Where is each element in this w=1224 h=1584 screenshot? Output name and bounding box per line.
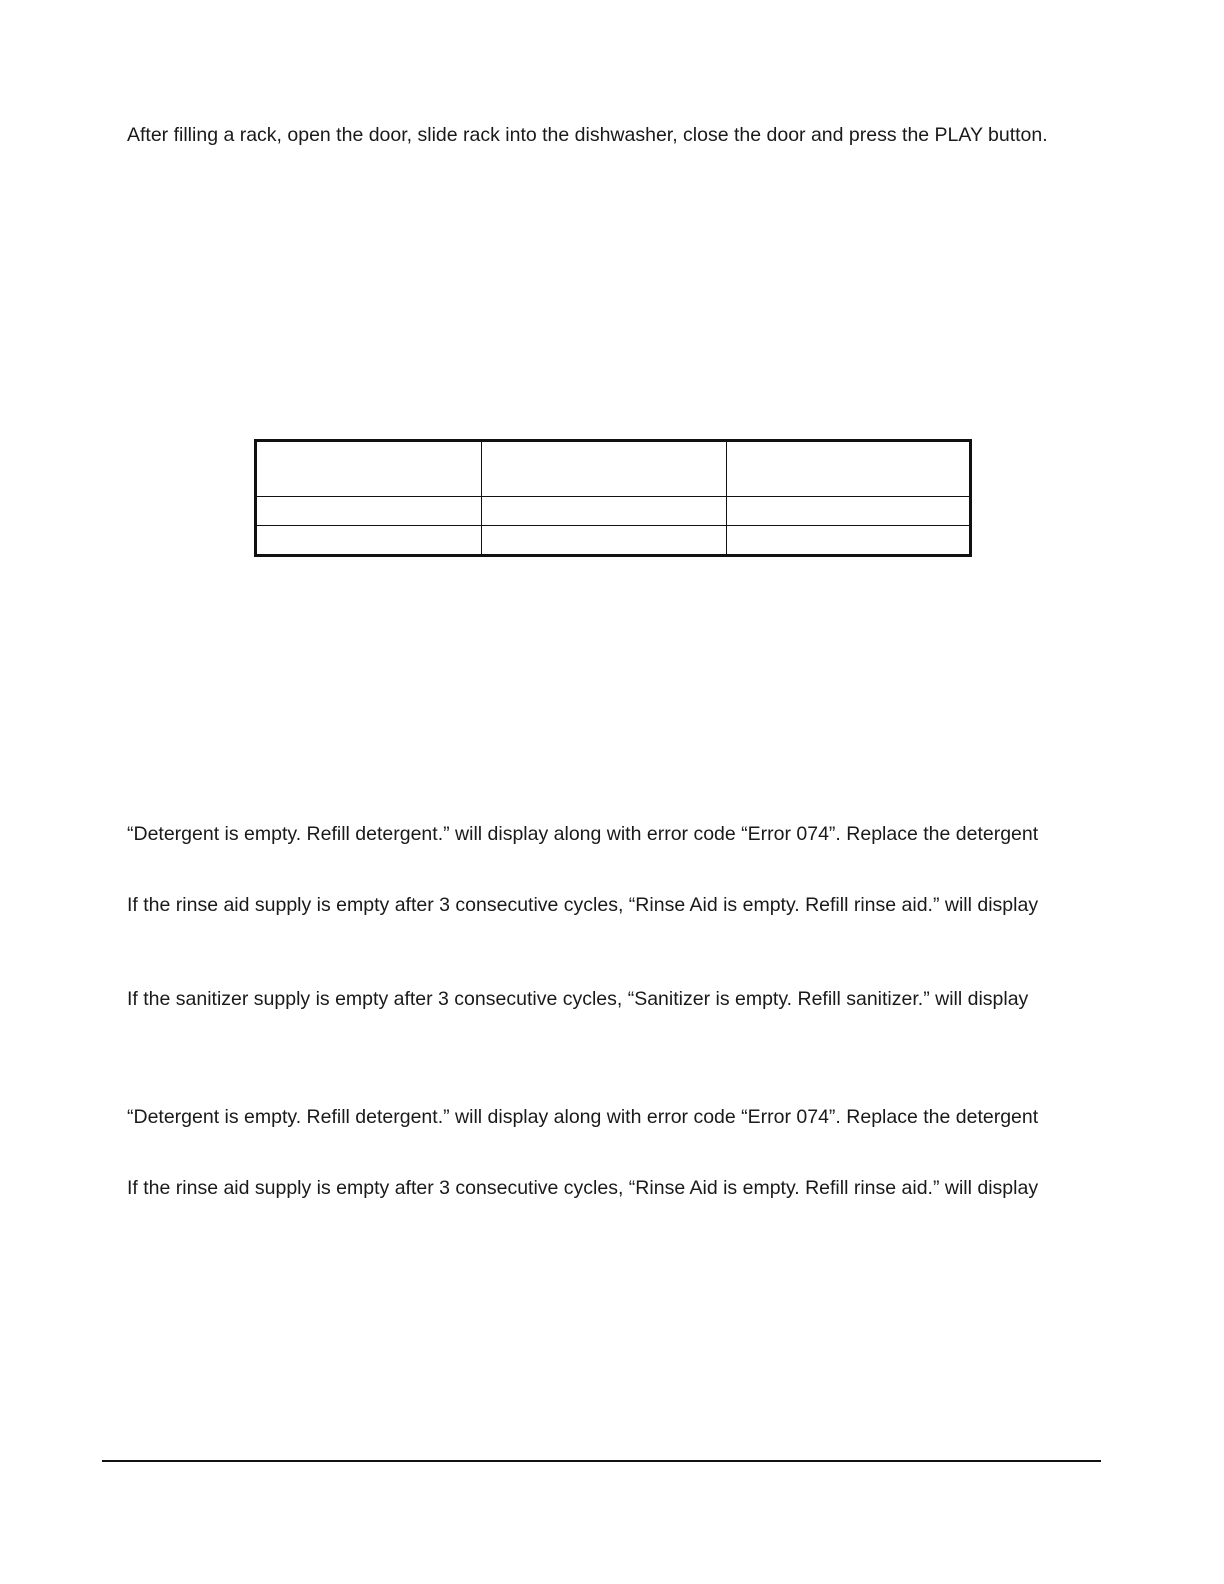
detergent-empty-text-repeat: “Detergent is empty. Refill detergent.” will display along with error code “Error 074”. Replace the detergent	[127, 1106, 1039, 1128]
rinse-aid-empty-text: If the rinse aid supply is empty after 3 consecutive cycles, “Rinse Aid is empty. Refill rinse aid.” will display	[127, 894, 1039, 916]
table-cell	[256, 441, 482, 497]
table-cell	[727, 497, 971, 526]
table-cell	[256, 497, 482, 526]
sanitizer-empty-text: If the sanitizer supply is empty after 3 consecutive cycles, “Sanitizer is empty. Refill sanitizer.” will display	[127, 988, 1029, 1010]
table-row	[256, 497, 971, 526]
table-cell	[482, 441, 727, 497]
table-row	[256, 441, 971, 497]
footer-divider	[102, 1460, 1101, 1462]
table-cell	[256, 526, 482, 556]
rack-instruction-text: After filling a rack, open the door, slide rack into the dishwasher, close the door and press the PLAY button.	[127, 124, 1048, 146]
detergent-empty-text: “Detergent is empty. Refill detergent.” will display along with error code “Error 074”. Replace the detergent	[127, 823, 1039, 845]
table-row	[256, 526, 971, 556]
table-cell	[727, 441, 971, 497]
rinse-aid-empty-text-repeat: If the rinse aid supply is empty after 3 consecutive cycles, “Rinse Aid is empty. Refill rinse aid.” will display	[127, 1177, 1039, 1199]
table-cell	[482, 526, 727, 556]
table-cell	[727, 526, 971, 556]
table-cell	[482, 497, 727, 526]
empty-table	[254, 439, 972, 557]
